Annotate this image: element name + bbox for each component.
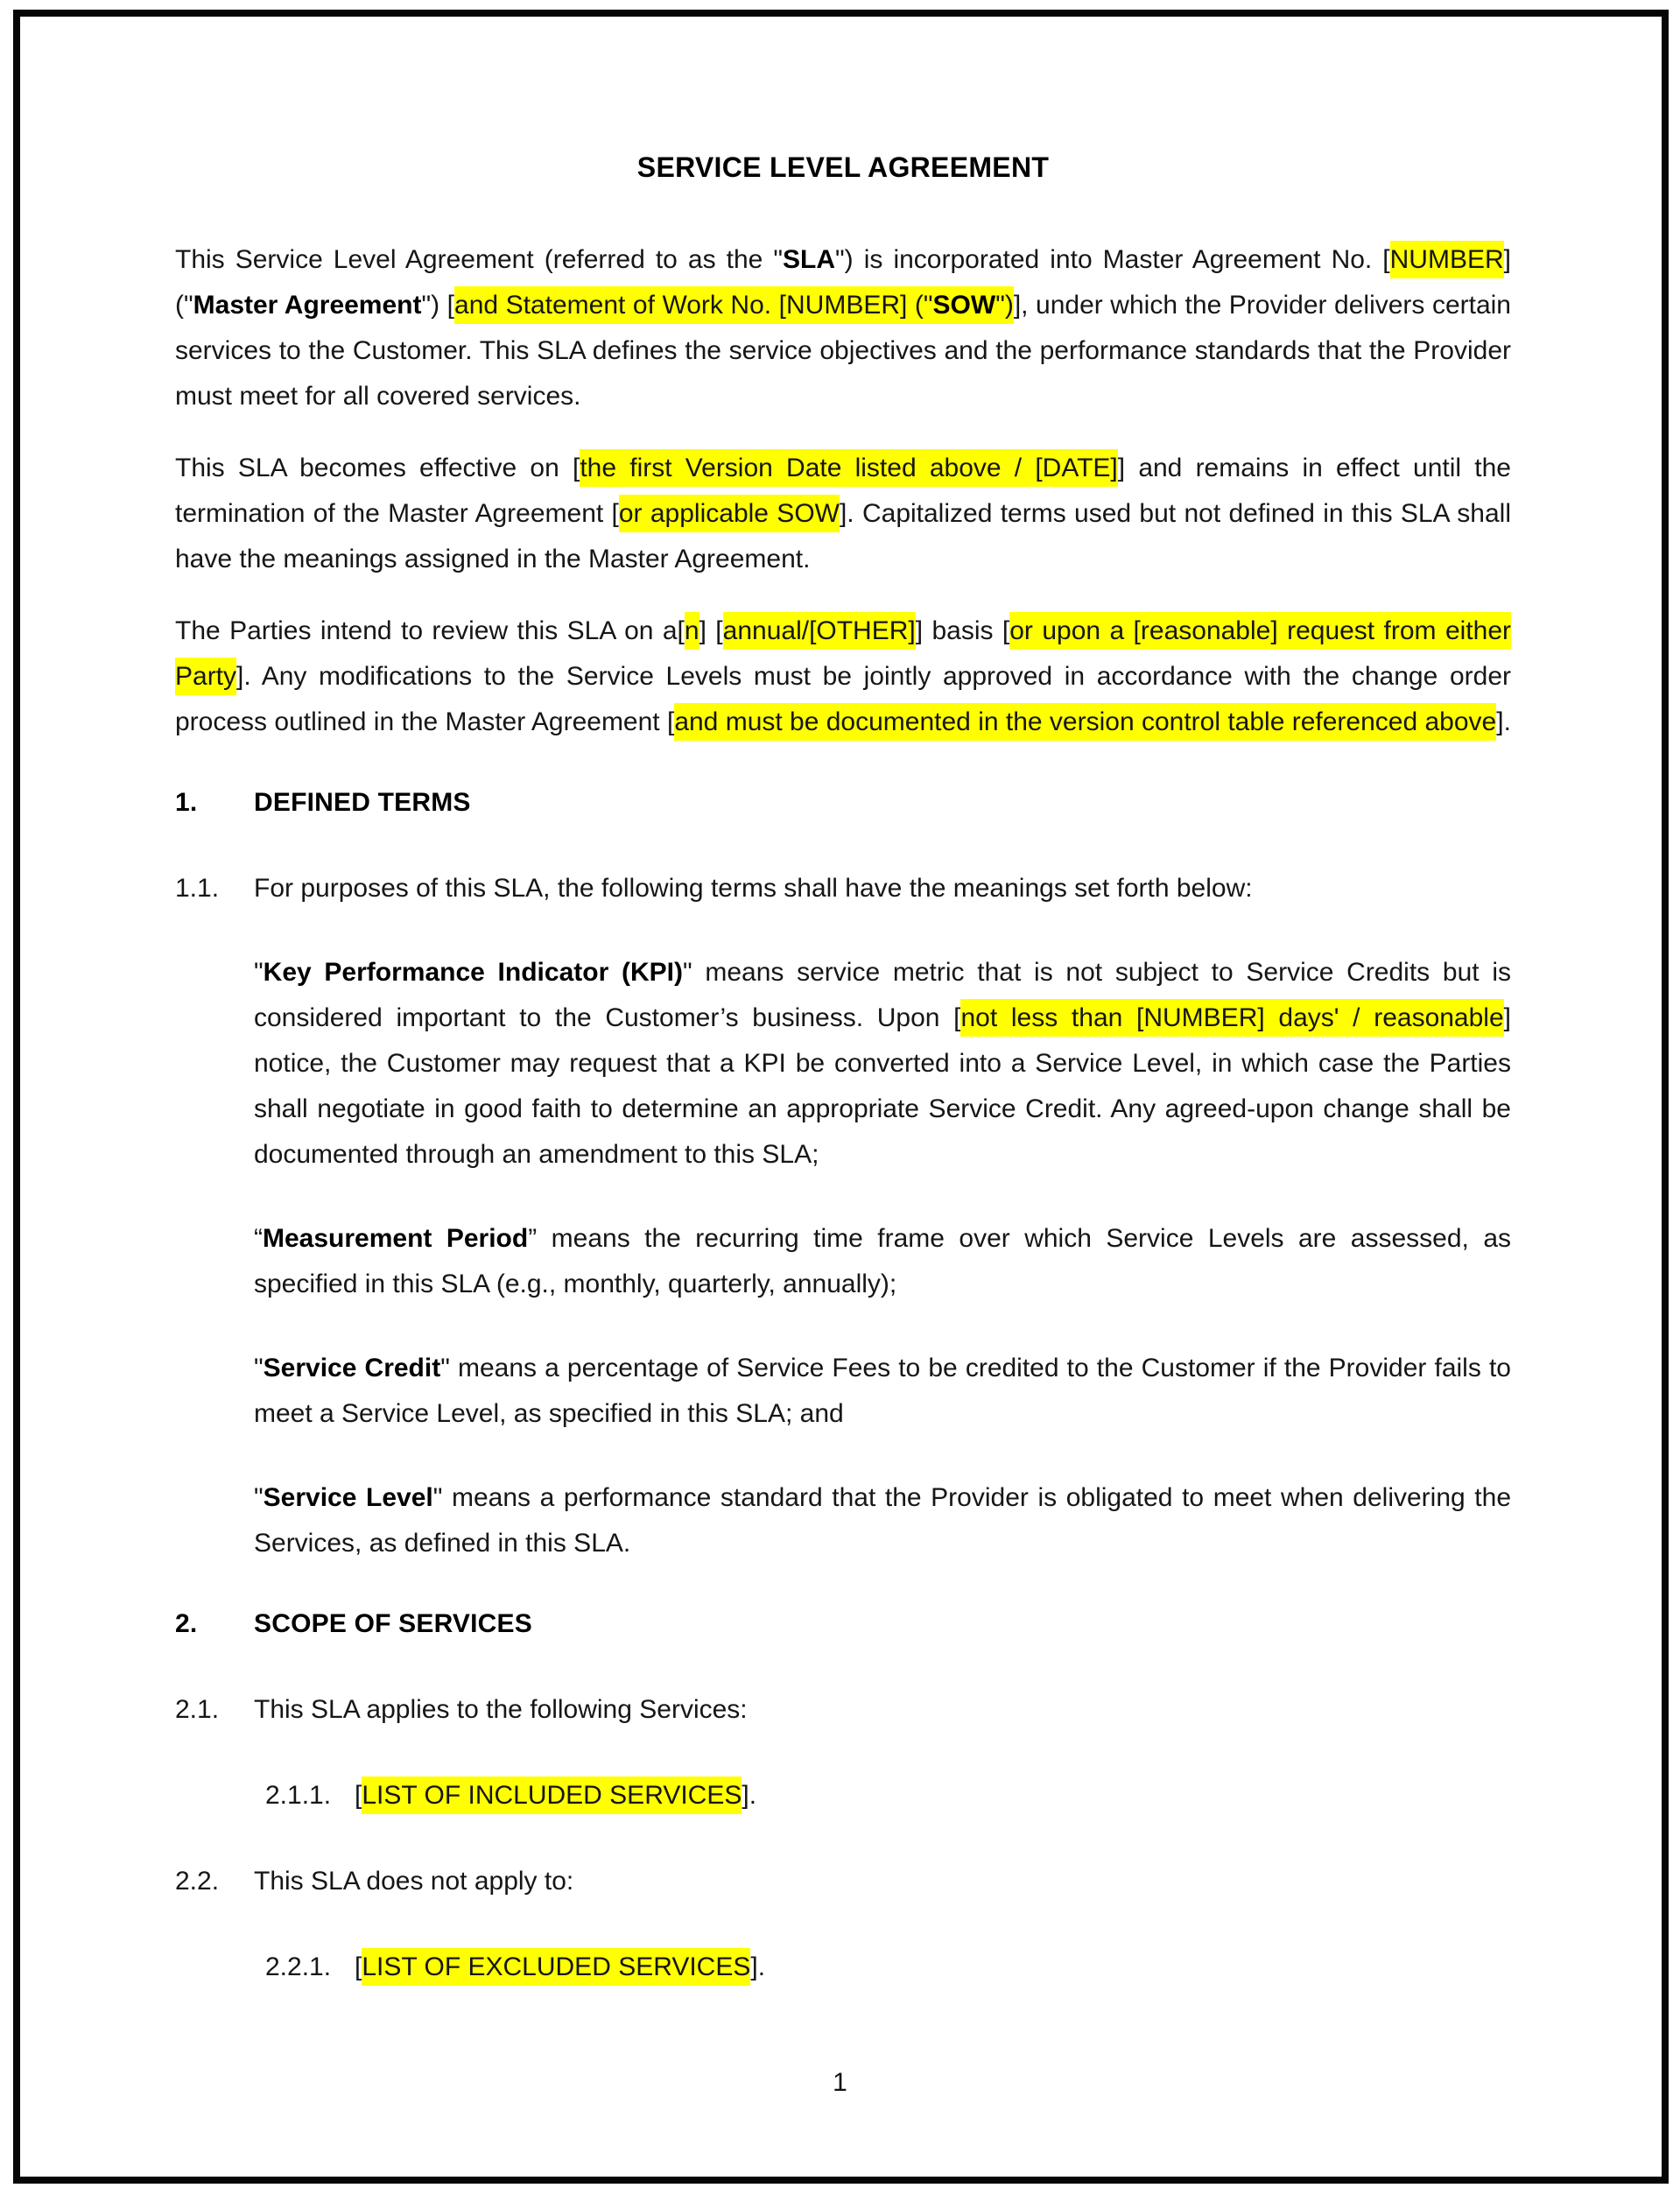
section-heading-label: SCOPE OF SERVICES bbox=[254, 1609, 532, 1638]
clause-text bbox=[254, 1859, 1511, 1904]
text-run: ] basis [ bbox=[915, 616, 1010, 645]
text-run: " means service metric that is not subject to Service Credits but is considered important to the Customer’s business. Upon [ bbox=[254, 958, 1512, 1032]
text-run: This SLA becomes effective on [ bbox=[175, 454, 580, 482]
text-run: " means a percentage of Service Fees to be credited to the Customer if the Provider fails to meet a Service Level, as specified in this SLA; and bbox=[254, 1354, 1511, 1428]
text-run: ]. Any modifications to the Service Levels must be jointly approved in accordance with the change order process outlined in the Master Agreement [ bbox=[175, 662, 1511, 736]
clause-number: 1.1. bbox=[175, 874, 220, 903]
text-run: [ bbox=[355, 1781, 362, 1810]
highlighted-text: and Statement of Work No. [NUMBER] (" bbox=[454, 286, 933, 324]
clause-number: 2.2.1. bbox=[265, 1952, 332, 1981]
clause-number: 2.1.1. bbox=[265, 1781, 332, 1810]
section-number: 2. bbox=[175, 1609, 198, 1638]
definition-paragraph bbox=[254, 1216, 1511, 1307]
highlighted-text: n bbox=[685, 612, 699, 650]
document-title: SERVICE LEVEL AGREEMENT bbox=[636, 151, 1050, 183]
highlighted-text: ") bbox=[995, 286, 1014, 324]
section-heading-label: DEFINED TERMS bbox=[254, 788, 471, 817]
page-number: 1 bbox=[833, 2068, 847, 2097]
text-run: ] and remains in effect until the termination of the Master Agreement [ bbox=[175, 454, 1511, 528]
text-run: ] notice, the Customer may request that a KPI be converted into a Service Level, in which case the Parties shall negotiate in good faith to determine an appropriate Service Credit. Any agreed-upon change shall be documented through an amendment to this SLA; bbox=[254, 1003, 1511, 1169]
text-run: Service Level bbox=[263, 1483, 433, 1512]
text-run: ] (" bbox=[175, 245, 1511, 320]
highlighted-text: or applicable SOW bbox=[619, 495, 840, 532]
numbered-clause bbox=[265, 1773, 1511, 1819]
text-run: ]. bbox=[742, 1781, 757, 1810]
text-run: " bbox=[254, 958, 264, 987]
highlighted-text: NUMBER bbox=[1390, 241, 1504, 278]
highlighted-text: LIST OF EXCLUDED SERVICES bbox=[362, 1948, 750, 1986]
text-run: Measurement Period bbox=[263, 1224, 529, 1253]
text-run: “ bbox=[254, 1224, 263, 1253]
document-body bbox=[175, 237, 1511, 1990]
text-run: Master Agreement bbox=[193, 291, 422, 320]
text-run: ]. bbox=[750, 1952, 766, 1981]
clause-text bbox=[254, 866, 1511, 911]
highlighted-text: and must be documented in the version control table referenced above bbox=[674, 703, 1496, 741]
highlighted-text: annual/[OTHER] bbox=[723, 612, 916, 650]
text-run: [ bbox=[355, 1952, 362, 1981]
text-run: ") is incorporated into Master Agreement No. [ bbox=[835, 245, 1390, 274]
numbered-clause bbox=[175, 1859, 1511, 1904]
clause-text bbox=[355, 1945, 1511, 1990]
text-run: " bbox=[254, 1483, 264, 1512]
text-run: " means a performance standard that the Provider is obligated to meet when delivering the Services, as defined in this SLA. bbox=[254, 1483, 1511, 1558]
text-run: For purposes of this SLA, the following terms shall have the meanings set forth below: bbox=[254, 874, 1253, 903]
text-run: This SLA applies to the following Services: bbox=[254, 1695, 748, 1724]
clause-text bbox=[355, 1773, 1511, 1819]
highlighted-text: LIST OF INCLUDED SERVICES bbox=[362, 1776, 742, 1814]
text-run: SLA bbox=[783, 245, 836, 274]
text-run: ]. Capitalized terms used but not defined in this SLA shall have the meanings assigned in the Master Agreement. bbox=[175, 499, 1511, 573]
definition-paragraph bbox=[254, 950, 1511, 1178]
numbered-clause bbox=[175, 866, 1511, 911]
text-run: Key Performance Indicator (KPI) bbox=[263, 958, 683, 987]
text-run: Service Credit bbox=[263, 1354, 441, 1382]
highlighted-text: the first Version Date listed above / [DATE] bbox=[580, 449, 1117, 487]
section-heading bbox=[175, 1601, 1511, 1647]
numbered-clause bbox=[175, 1687, 1511, 1733]
section-number: 1. bbox=[175, 788, 198, 817]
text-run: ]. bbox=[1496, 707, 1511, 736]
highlighted-text: or upon a [reasonable] request from either Party bbox=[175, 612, 1511, 695]
section-heading bbox=[175, 780, 1511, 826]
page-content bbox=[175, 144, 1511, 1990]
definition-paragraph bbox=[254, 1475, 1511, 1566]
paragraph bbox=[175, 446, 1511, 582]
text-run: " bbox=[254, 1354, 264, 1382]
paragraph bbox=[175, 609, 1511, 745]
text-run: This Service Level Agreement (referred to as the " bbox=[175, 245, 784, 274]
text-run: ") [ bbox=[421, 291, 455, 320]
text-run: ] [ bbox=[699, 616, 723, 645]
clause-number: 2.2. bbox=[175, 1867, 220, 1896]
text-run: The Parties intend to review this SLA on a[ bbox=[175, 616, 685, 645]
text-run: ], under which the Provider delivers certain services to the Customer. This SLA defines the service objectives and the performance standards that the Provider must meet for all covered services. bbox=[175, 291, 1511, 411]
text-run: This SLA does not apply to: bbox=[254, 1867, 574, 1896]
clause-number: 2.1. bbox=[175, 1695, 220, 1724]
highlighted-text: SOW bbox=[933, 286, 996, 324]
text-run: ” means the recurring time frame over which Service Levels are assessed, as specified in this SLA (e.g., monthly, quarterly, annually); bbox=[254, 1224, 1512, 1298]
paragraph bbox=[175, 237, 1511, 419]
clause-text bbox=[254, 1687, 1511, 1733]
numbered-clause bbox=[265, 1945, 1511, 1990]
highlighted-text: not less than [NUMBER] days' / reasonable bbox=[960, 999, 1503, 1037]
definition-paragraph bbox=[254, 1346, 1511, 1437]
